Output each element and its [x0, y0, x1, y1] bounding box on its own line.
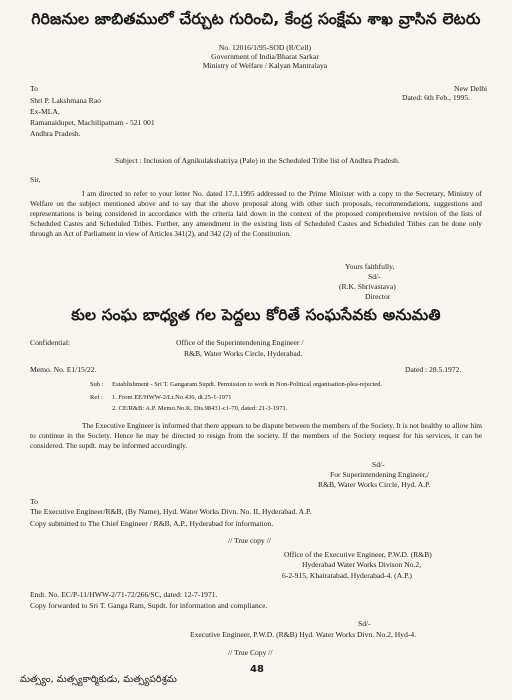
- letter1-address-line: Shri P. Lakshmana Rao: [30, 96, 101, 105]
- letter1-ministry: Ministry of Welfare / Kalyan Mantralaya: [202, 61, 328, 70]
- letter1-address-line: Andhra Pradesh.: [30, 129, 81, 138]
- letter2-true-copy: // True copy //: [228, 536, 271, 545]
- letter2-ref-label: Ref :: [90, 394, 103, 401]
- letter1-signatory: (R.K. Shrivastava): [339, 282, 396, 291]
- page-number: 48: [250, 664, 264, 675]
- letter1-date: Dated: 6th Feb., 1995.: [402, 93, 470, 102]
- letter2-office-line: R&B, Water Works Circle, Hyderabad.: [184, 349, 303, 358]
- letter2-body: The Executive Engineer is informed that there appears to be dispute between the members of the Society. It is not healthy to allow him to continue in the Society. Hence he may be directed to resign from the society. If the members of the Society request for his services, it can be considered. The supdt. may be informed accordingly.: [30, 421, 482, 450]
- letter2-office-ee: 6-2-915, Khairatabad, Hyderabad-4. (A.P.): [282, 571, 412, 580]
- letter2-signed2: Sd/-: [358, 619, 371, 628]
- letter1-address-line: Ramanaidupet, Machilipatnam - 521 001: [30, 118, 155, 127]
- letter2-ref-item: 2. CE/R&B: A.P. Memo.No.K. Dis.98431-c1-70, dated: 21-3-1971.: [112, 405, 288, 412]
- letter2-copy-forwarded: Copy forwarded to Sri T. Ganga Ram, Supdt. for information and compliance.: [30, 601, 268, 610]
- letter2-office-ee: Hyderabad Water Works Divison No.2,: [302, 560, 422, 569]
- letter1-signed: Sd/-: [368, 272, 381, 281]
- letter1-to-label: To: [30, 84, 38, 93]
- letter1-body: I am directed to refer to your letter No. dated 17.1.1995 addressed to the Prime Minister with a copy to the Secretary, Ministry of Welfare on the subject mentioned above and to say that the above proposal along with other such proposals, recommendations, suggestions and representations is being considered in accordance with the criteria laid down in the context of the proposed comprehensive revision of the lists of Scheduled Castes and Scheduled Tribes. Further, any amendment in the existing lists of Scheduled Castes and Scheduled Tribes can be done only through an Act of Parliament in view of Articles 341(2), and 342 (2) of the Constitution.: [30, 189, 482, 238]
- letter1-designation: Director: [365, 292, 391, 301]
- letter1-subject: Subject : Inclusion of Agnikulakshatriya (Pale) in the Scheduled Tribe list of Andhra Pradesh.: [115, 156, 400, 165]
- letter2-to-text: The Executive Engineer/R&B, (By Name), Hyd. Water Works Divn. No. II, Hyderabad. A.P.: [30, 507, 312, 516]
- letter2-ref-item: 1. From EE/HWW-2/Lr.No.436, dt.25-1-1971: [112, 394, 232, 401]
- letter1-closing: Yours faithfully,: [345, 262, 395, 271]
- letter2-office-ee: Office of the Executive Engineer, P.W.D. (R&B): [284, 550, 432, 559]
- letter2-memo-no: Memo. No. E1/15/22.: [30, 365, 97, 374]
- letter2-copy-to: Copy submitted to The Chief Engineer / R&B, A.P., Hyderabad for information.: [30, 519, 274, 528]
- letter2-signed: Sd/-: [372, 460, 385, 469]
- letter1-heading: గిరిజనుల జాబితములో చేర్చుట గురించి, కేంద్ర సంక్షేమ శాఖ వ్రాసిన లెటరు: [31, 10, 481, 28]
- letter2-sub-label: Sub :: [90, 381, 104, 388]
- letter1-ref-no: No. 12016/1/95-SOD (R/Cell): [218, 43, 312, 52]
- letter2-for-se: For Superintendening Engineer,/: [330, 470, 430, 479]
- letter2-endt: Endt. No. EC/P-11/HWW-2/71-72/266/SC, dated: 12-7-1971.: [30, 590, 218, 599]
- letter1-address-line: Ex-MLA,: [30, 107, 60, 116]
- letter2-confidential: Confidential:: [30, 338, 71, 347]
- letter2-for-se-office: R&B, Water Works Circle, Hyd. A.P.: [318, 480, 431, 489]
- letter2-to-label: To: [30, 497, 38, 506]
- footer-telugu: మత్స్యం, మత్స్యకార్మికుడు, మత్స్యపరిశ్రమ: [20, 674, 177, 685]
- letter2-true-copy2: // True Copy //: [228, 648, 273, 657]
- letter2-office-line: Office of the Superintendening Engineer /: [176, 338, 304, 347]
- letter2-memo-date: Dated : 28.5.1972.: [405, 365, 462, 374]
- letter2-heading: కుల సంఘ బాధ్యత గల పెద్దలు కోరితే సంఘసేవకు అనుమతి: [71, 306, 441, 324]
- letter2-sub-text: Establishment - Sri T. Gangaram Supdt. Permission to work in Non-Political organisation-plea-rejected.: [112, 381, 383, 388]
- letter1-govt: Government of India/Bharat Sarkar: [211, 52, 319, 61]
- letter1-place: New Delhi: [454, 84, 488, 93]
- letter1-salutation: Sir,: [30, 175, 41, 184]
- letter2-ee-sign: Executive Engineer, P.W.D. (R&B) Hyd. Water Works Divn. No.2, Hyd-4.: [190, 630, 417, 639]
